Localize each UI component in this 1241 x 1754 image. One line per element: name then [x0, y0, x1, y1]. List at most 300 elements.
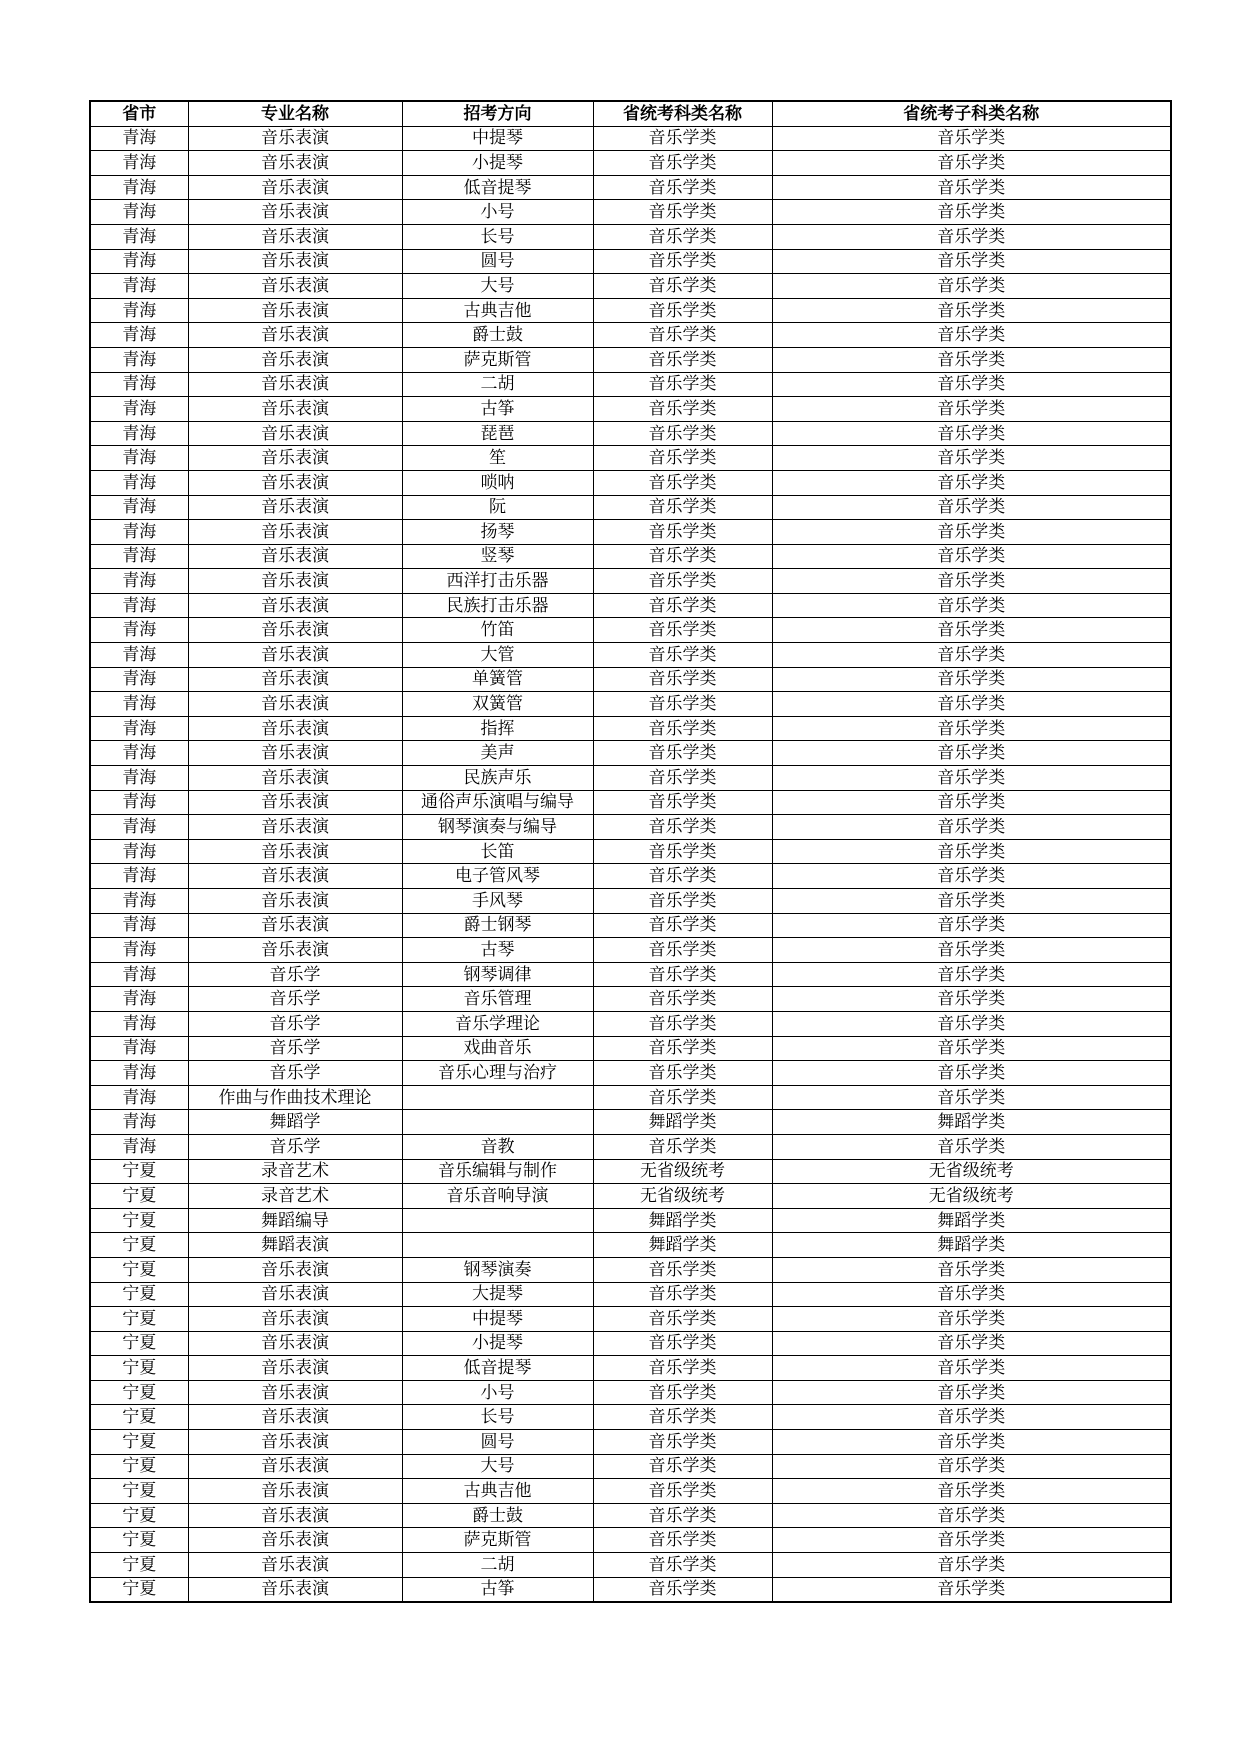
cell-exam-category: 音乐学类 — [593, 593, 772, 618]
cell-exam-subcategory: 音乐学类 — [772, 323, 1171, 348]
cell-province: 青海 — [90, 520, 188, 545]
cell-direction: 扬琴 — [402, 520, 593, 545]
cell-province: 青海 — [90, 962, 188, 987]
cell-major: 音乐表演 — [188, 126, 402, 151]
cell-major: 音乐表演 — [188, 913, 402, 938]
cell-exam-category: 音乐学类 — [593, 126, 772, 151]
table-row — [90, 1454, 1171, 1479]
cell-province: 青海 — [90, 1061, 188, 1086]
cell-exam-category: 音乐学类 — [593, 938, 772, 963]
table-row — [90, 175, 1171, 200]
cell-direction: 萨克斯管 — [402, 1528, 593, 1553]
table-row — [90, 667, 1171, 692]
table-row — [90, 839, 1171, 864]
cell-major: 音乐表演 — [188, 1479, 402, 1504]
cell-exam-category: 音乐学类 — [593, 1454, 772, 1479]
cell-exam-subcategory: 音乐学类 — [772, 667, 1171, 692]
cell-exam-category: 音乐学类 — [593, 1085, 772, 1110]
cell-exam-subcategory: 无省级统考 — [772, 1159, 1171, 1184]
cell-province: 青海 — [90, 274, 188, 299]
cell-direction: 指挥 — [402, 716, 593, 741]
cell-direction: 音教 — [402, 1134, 593, 1159]
cell-exam-subcategory: 音乐学类 — [772, 1430, 1171, 1455]
table-row — [90, 446, 1171, 471]
cell-major: 音乐表演 — [188, 569, 402, 594]
cell-direction: 爵士鼓 — [402, 323, 593, 348]
cell-exam-category: 音乐学类 — [593, 175, 772, 200]
cell-direction — [402, 1233, 593, 1258]
cell-major: 音乐表演 — [188, 249, 402, 274]
cell-exam-subcategory: 音乐学类 — [772, 397, 1171, 422]
cell-major: 音乐表演 — [188, 1577, 402, 1602]
cell-exam-subcategory: 音乐学类 — [772, 1061, 1171, 1086]
cell-major: 音乐表演 — [188, 1430, 402, 1455]
cell-exam-subcategory: 音乐学类 — [772, 1085, 1171, 1110]
cell-direction — [402, 1110, 593, 1135]
cell-exam-category: 音乐学类 — [593, 1503, 772, 1528]
cell-direction: 电子管风琴 — [402, 864, 593, 889]
cell-major: 舞蹈表演 — [188, 1233, 402, 1258]
cell-province: 青海 — [90, 889, 188, 914]
cell-direction: 音乐音响导演 — [402, 1184, 593, 1209]
cell-province: 青海 — [90, 987, 188, 1012]
table-row — [90, 766, 1171, 791]
cell-direction: 大号 — [402, 274, 593, 299]
cell-exam-category: 音乐学类 — [593, 323, 772, 348]
cell-exam-subcategory: 音乐学类 — [772, 1257, 1171, 1282]
cell-direction: 大号 — [402, 1454, 593, 1479]
table-row — [90, 274, 1171, 299]
table-row — [90, 1159, 1171, 1184]
cell-major: 音乐表演 — [188, 1257, 402, 1282]
cell-exam-category: 无省级统考 — [593, 1159, 772, 1184]
cell-major: 舞蹈学 — [188, 1110, 402, 1135]
cell-exam-category: 音乐学类 — [593, 839, 772, 864]
cell-exam-subcategory: 音乐学类 — [772, 1282, 1171, 1307]
cell-exam-category: 音乐学类 — [593, 1356, 772, 1381]
cell-province: 宁夏 — [90, 1307, 188, 1332]
cell-exam-category: 音乐学类 — [593, 569, 772, 594]
cell-exam-category: 音乐学类 — [593, 249, 772, 274]
cell-direction: 民族声乐 — [402, 766, 593, 791]
cell-direction: 古琴 — [402, 938, 593, 963]
cell-province: 青海 — [90, 741, 188, 766]
table-row — [90, 421, 1171, 446]
cell-major: 音乐学 — [188, 987, 402, 1012]
cell-direction: 通俗声乐演唱与编导 — [402, 790, 593, 815]
table-row — [90, 864, 1171, 889]
cell-direction: 小提琴 — [402, 1331, 593, 1356]
table-row — [90, 495, 1171, 520]
table-row — [90, 815, 1171, 840]
cell-direction: 单簧管 — [402, 667, 593, 692]
table-row — [90, 1577, 1171, 1602]
cell-major: 音乐表演 — [188, 347, 402, 372]
cell-exam-subcategory: 舞蹈学类 — [772, 1208, 1171, 1233]
cell-exam-subcategory: 音乐学类 — [772, 446, 1171, 471]
cell-exam-category: 音乐学类 — [593, 618, 772, 643]
table-row — [90, 1307, 1171, 1332]
cell-direction: 竹笛 — [402, 618, 593, 643]
table-row — [90, 1553, 1171, 1578]
cell-major: 音乐表演 — [188, 397, 402, 422]
cell-exam-category: 音乐学类 — [593, 421, 772, 446]
table-row — [90, 1282, 1171, 1307]
cell-province: 青海 — [90, 839, 188, 864]
cell-province: 宁夏 — [90, 1380, 188, 1405]
cell-exam-subcategory: 音乐学类 — [772, 618, 1171, 643]
cell-direction: 古典吉他 — [402, 298, 593, 323]
table-row — [90, 1036, 1171, 1061]
header-exam-subcategory: 省统考子科类名称 — [772, 101, 1171, 126]
table-row — [90, 593, 1171, 618]
cell-direction: 唢呐 — [402, 470, 593, 495]
cell-exam-category: 音乐学类 — [593, 864, 772, 889]
cell-direction: 钢琴演奏 — [402, 1257, 593, 1282]
cell-major: 音乐表演 — [188, 446, 402, 471]
cell-province: 青海 — [90, 618, 188, 643]
cell-province: 青海 — [90, 1134, 188, 1159]
cell-exam-subcategory: 音乐学类 — [772, 569, 1171, 594]
table-row — [90, 1184, 1171, 1209]
cell-major: 音乐表演 — [188, 151, 402, 176]
cell-exam-category: 音乐学类 — [593, 1061, 772, 1086]
cell-exam-category: 舞蹈学类 — [593, 1110, 772, 1135]
cell-major: 音乐表演 — [188, 864, 402, 889]
cell-exam-subcategory: 音乐学类 — [772, 495, 1171, 520]
cell-major: 音乐表演 — [188, 544, 402, 569]
cell-province: 青海 — [90, 643, 188, 668]
cell-province: 青海 — [90, 667, 188, 692]
cell-province: 青海 — [90, 126, 188, 151]
cell-exam-subcategory: 音乐学类 — [772, 1011, 1171, 1036]
cell-direction: 美声 — [402, 741, 593, 766]
cell-exam-category: 音乐学类 — [593, 1257, 772, 1282]
cell-major: 音乐学 — [188, 1036, 402, 1061]
cell-province: 青海 — [90, 224, 188, 249]
cell-exam-category: 音乐学类 — [593, 347, 772, 372]
table-row — [90, 1061, 1171, 1086]
cell-direction: 音乐编辑与制作 — [402, 1159, 593, 1184]
cell-exam-subcategory: 音乐学类 — [772, 1356, 1171, 1381]
cell-major: 音乐表演 — [188, 593, 402, 618]
cell-exam-category: 音乐学类 — [593, 495, 772, 520]
cell-exam-subcategory: 音乐学类 — [772, 1454, 1171, 1479]
cell-exam-subcategory: 音乐学类 — [772, 790, 1171, 815]
cell-exam-category: 音乐学类 — [593, 815, 772, 840]
cell-exam-subcategory: 音乐学类 — [772, 987, 1171, 1012]
header-direction: 招考方向 — [402, 101, 593, 126]
cell-exam-subcategory: 音乐学类 — [772, 520, 1171, 545]
cell-province: 青海 — [90, 323, 188, 348]
cell-exam-subcategory: 音乐学类 — [772, 741, 1171, 766]
table-row — [90, 913, 1171, 938]
table-row — [90, 298, 1171, 323]
cell-major: 音乐表演 — [188, 1307, 402, 1332]
cell-province: 青海 — [90, 815, 188, 840]
cell-province: 青海 — [90, 470, 188, 495]
table-row — [90, 692, 1171, 717]
cell-direction: 古典吉他 — [402, 1479, 593, 1504]
cell-major: 音乐表演 — [188, 741, 402, 766]
cell-exam-category: 音乐学类 — [593, 274, 772, 299]
cell-province: 宁夏 — [90, 1257, 188, 1282]
cell-province: 宁夏 — [90, 1184, 188, 1209]
cell-direction: 圆号 — [402, 249, 593, 274]
cell-province: 青海 — [90, 1036, 188, 1061]
cell-province: 青海 — [90, 569, 188, 594]
table-row — [90, 741, 1171, 766]
cell-direction: 笙 — [402, 446, 593, 471]
cell-exam-subcategory: 音乐学类 — [772, 593, 1171, 618]
cell-province: 青海 — [90, 372, 188, 397]
cell-exam-category: 音乐学类 — [593, 544, 772, 569]
cell-exam-category: 音乐学类 — [593, 446, 772, 471]
cell-exam-subcategory: 音乐学类 — [772, 421, 1171, 446]
table-row — [90, 1479, 1171, 1504]
cell-exam-subcategory: 音乐学类 — [772, 126, 1171, 151]
table-row — [90, 1528, 1171, 1553]
cell-exam-category: 音乐学类 — [593, 1011, 772, 1036]
table-row — [90, 987, 1171, 1012]
cell-exam-category: 音乐学类 — [593, 151, 772, 176]
cell-major: 音乐表演 — [188, 372, 402, 397]
cell-major: 音乐表演 — [188, 839, 402, 864]
cell-direction — [402, 1208, 593, 1233]
cell-major: 音乐表演 — [188, 1454, 402, 1479]
cell-exam-subcategory: 音乐学类 — [772, 1405, 1171, 1430]
table-row — [90, 224, 1171, 249]
cell-exam-category: 音乐学类 — [593, 913, 772, 938]
spreadsheet-page — [89, 100, 1172, 1603]
cell-major: 音乐表演 — [188, 889, 402, 914]
cell-exam-subcategory: 音乐学类 — [772, 962, 1171, 987]
cell-province: 宁夏 — [90, 1233, 188, 1258]
table-row — [90, 889, 1171, 914]
cell-direction: 长笛 — [402, 839, 593, 864]
cell-exam-category: 音乐学类 — [593, 962, 772, 987]
table-row — [90, 470, 1171, 495]
cell-exam-subcategory: 音乐学类 — [772, 1307, 1171, 1332]
cell-exam-subcategory: 音乐学类 — [772, 1380, 1171, 1405]
cell-major: 音乐表演 — [188, 520, 402, 545]
cell-direction: 圆号 — [402, 1430, 593, 1455]
cell-exam-category: 音乐学类 — [593, 1405, 772, 1430]
cell-direction: 钢琴调律 — [402, 962, 593, 987]
cell-major: 音乐表演 — [188, 421, 402, 446]
cell-direction: 钢琴演奏与编导 — [402, 815, 593, 840]
cell-exam-subcategory: 音乐学类 — [772, 938, 1171, 963]
cell-direction: 琵琶 — [402, 421, 593, 446]
cell-exam-subcategory: 音乐学类 — [772, 347, 1171, 372]
cell-province: 青海 — [90, 864, 188, 889]
cell-exam-subcategory: 音乐学类 — [772, 1553, 1171, 1578]
cell-direction: 阮 — [402, 495, 593, 520]
table-row — [90, 618, 1171, 643]
cell-exam-subcategory: 音乐学类 — [772, 249, 1171, 274]
cell-province: 宁夏 — [90, 1528, 188, 1553]
cell-exam-category: 音乐学类 — [593, 667, 772, 692]
cell-major: 音乐学 — [188, 962, 402, 987]
table-row — [90, 372, 1171, 397]
cell-exam-category: 音乐学类 — [593, 716, 772, 741]
cell-exam-category: 音乐学类 — [593, 1528, 772, 1553]
cell-province: 宁夏 — [90, 1503, 188, 1528]
cell-exam-category: 音乐学类 — [593, 1380, 772, 1405]
cell-direction: 小提琴 — [402, 151, 593, 176]
cell-major: 录音艺术 — [188, 1184, 402, 1209]
cell-exam-subcategory: 音乐学类 — [772, 815, 1171, 840]
cell-province: 青海 — [90, 938, 188, 963]
cell-exam-subcategory: 音乐学类 — [772, 1479, 1171, 1504]
cell-exam-subcategory: 音乐学类 — [772, 298, 1171, 323]
cell-exam-subcategory: 音乐学类 — [772, 1134, 1171, 1159]
cell-major: 音乐学 — [188, 1061, 402, 1086]
cell-direction: 二胡 — [402, 1553, 593, 1578]
cell-province: 宁夏 — [90, 1208, 188, 1233]
table-row — [90, 151, 1171, 176]
table-row — [90, 1085, 1171, 1110]
cell-province: 青海 — [90, 544, 188, 569]
cell-major: 音乐表演 — [188, 938, 402, 963]
cell-exam-subcategory: 无省级统考 — [772, 1184, 1171, 1209]
cell-province: 青海 — [90, 347, 188, 372]
cell-province: 宁夏 — [90, 1159, 188, 1184]
cell-exam-category: 音乐学类 — [593, 372, 772, 397]
cell-direction: 长号 — [402, 224, 593, 249]
cell-exam-category: 舞蹈学类 — [593, 1208, 772, 1233]
cell-exam-category: 音乐学类 — [593, 1134, 772, 1159]
table-row — [90, 1257, 1171, 1282]
cell-province: 宁夏 — [90, 1430, 188, 1455]
cell-exam-subcategory: 音乐学类 — [772, 175, 1171, 200]
cell-major: 音乐表演 — [188, 1405, 402, 1430]
table-row — [90, 790, 1171, 815]
cell-province: 青海 — [90, 913, 188, 938]
cell-exam-subcategory: 舞蹈学类 — [772, 1110, 1171, 1135]
cell-major: 音乐表演 — [188, 766, 402, 791]
cell-exam-subcategory: 音乐学类 — [772, 224, 1171, 249]
cell-direction: 大管 — [402, 643, 593, 668]
cell-exam-subcategory: 音乐学类 — [772, 1331, 1171, 1356]
table-row — [90, 716, 1171, 741]
cell-major: 音乐表演 — [188, 175, 402, 200]
table-body — [90, 126, 1171, 1602]
cell-province: 青海 — [90, 1011, 188, 1036]
cell-exam-subcategory: 音乐学类 — [772, 544, 1171, 569]
cell-direction: 萨克斯管 — [402, 347, 593, 372]
cell-major: 音乐学 — [188, 1011, 402, 1036]
cell-major: 音乐表演 — [188, 716, 402, 741]
cell-exam-subcategory: 音乐学类 — [772, 766, 1171, 791]
cell-major: 音乐表演 — [188, 495, 402, 520]
cell-province: 青海 — [90, 397, 188, 422]
header-major: 专业名称 — [188, 101, 402, 126]
cell-exam-category: 音乐学类 — [593, 1430, 772, 1455]
cell-major: 音乐表演 — [188, 224, 402, 249]
cell-exam-category: 音乐学类 — [593, 1479, 772, 1504]
cell-exam-category: 音乐学类 — [593, 1553, 772, 1578]
cell-exam-subcategory: 音乐学类 — [772, 470, 1171, 495]
table-row — [90, 1405, 1171, 1430]
cell-major: 音乐表演 — [188, 1380, 402, 1405]
header-exam-category: 省统考科类名称 — [593, 101, 772, 126]
cell-major: 音乐学 — [188, 1134, 402, 1159]
cell-direction: 民族打击乐器 — [402, 593, 593, 618]
cell-exam-category: 音乐学类 — [593, 1036, 772, 1061]
cell-direction: 双簧管 — [402, 692, 593, 717]
cell-direction: 戏曲音乐 — [402, 1036, 593, 1061]
admission-table — [89, 100, 1172, 1603]
cell-exam-category: 音乐学类 — [593, 298, 772, 323]
table-row — [90, 323, 1171, 348]
table-row — [90, 1134, 1171, 1159]
cell-province: 宁夏 — [90, 1331, 188, 1356]
cell-province: 青海 — [90, 421, 188, 446]
cell-exam-subcategory: 音乐学类 — [772, 1036, 1171, 1061]
cell-major: 音乐表演 — [188, 1356, 402, 1381]
cell-province: 青海 — [90, 1085, 188, 1110]
cell-direction: 爵士钢琴 — [402, 913, 593, 938]
cell-province: 宁夏 — [90, 1577, 188, 1602]
table-row — [90, 200, 1171, 225]
cell-exam-subcategory: 音乐学类 — [772, 864, 1171, 889]
header-row — [90, 101, 1171, 126]
cell-exam-category: 音乐学类 — [593, 397, 772, 422]
cell-province: 宁夏 — [90, 1356, 188, 1381]
cell-province: 宁夏 — [90, 1479, 188, 1504]
cell-direction: 竖琴 — [402, 544, 593, 569]
cell-exam-category: 无省级统考 — [593, 1184, 772, 1209]
cell-exam-subcategory: 音乐学类 — [772, 1503, 1171, 1528]
cell-exam-category: 音乐学类 — [593, 643, 772, 668]
cell-province: 宁夏 — [90, 1553, 188, 1578]
cell-major: 音乐表演 — [188, 298, 402, 323]
cell-province: 青海 — [90, 593, 188, 618]
cell-direction: 低音提琴 — [402, 1356, 593, 1381]
cell-direction: 长号 — [402, 1405, 593, 1430]
table-row — [90, 962, 1171, 987]
table-row — [90, 569, 1171, 594]
table-row — [90, 1110, 1171, 1135]
cell-province: 青海 — [90, 446, 188, 471]
cell-major: 音乐表演 — [188, 1331, 402, 1356]
cell-province: 青海 — [90, 249, 188, 274]
cell-province: 青海 — [90, 200, 188, 225]
cell-direction: 二胡 — [402, 372, 593, 397]
cell-province: 青海 — [90, 495, 188, 520]
cell-exam-category: 音乐学类 — [593, 889, 772, 914]
cell-direction: 中提琴 — [402, 126, 593, 151]
cell-major: 作曲与作曲技术理论 — [188, 1085, 402, 1110]
cell-major: 音乐表演 — [188, 1282, 402, 1307]
cell-major: 音乐表演 — [188, 815, 402, 840]
cell-direction — [402, 1085, 593, 1110]
cell-major: 音乐表演 — [188, 667, 402, 692]
cell-exam-subcategory: 音乐学类 — [772, 643, 1171, 668]
table-row — [90, 126, 1171, 151]
table-row — [90, 643, 1171, 668]
cell-major: 音乐表演 — [188, 618, 402, 643]
cell-exam-category: 音乐学类 — [593, 1331, 772, 1356]
cell-major: 音乐表演 — [188, 692, 402, 717]
cell-exam-subcategory: 音乐学类 — [772, 913, 1171, 938]
cell-exam-category: 音乐学类 — [593, 766, 772, 791]
table-row — [90, 1356, 1171, 1381]
cell-province: 宁夏 — [90, 1282, 188, 1307]
cell-exam-subcategory: 音乐学类 — [772, 1528, 1171, 1553]
table-row — [90, 938, 1171, 963]
